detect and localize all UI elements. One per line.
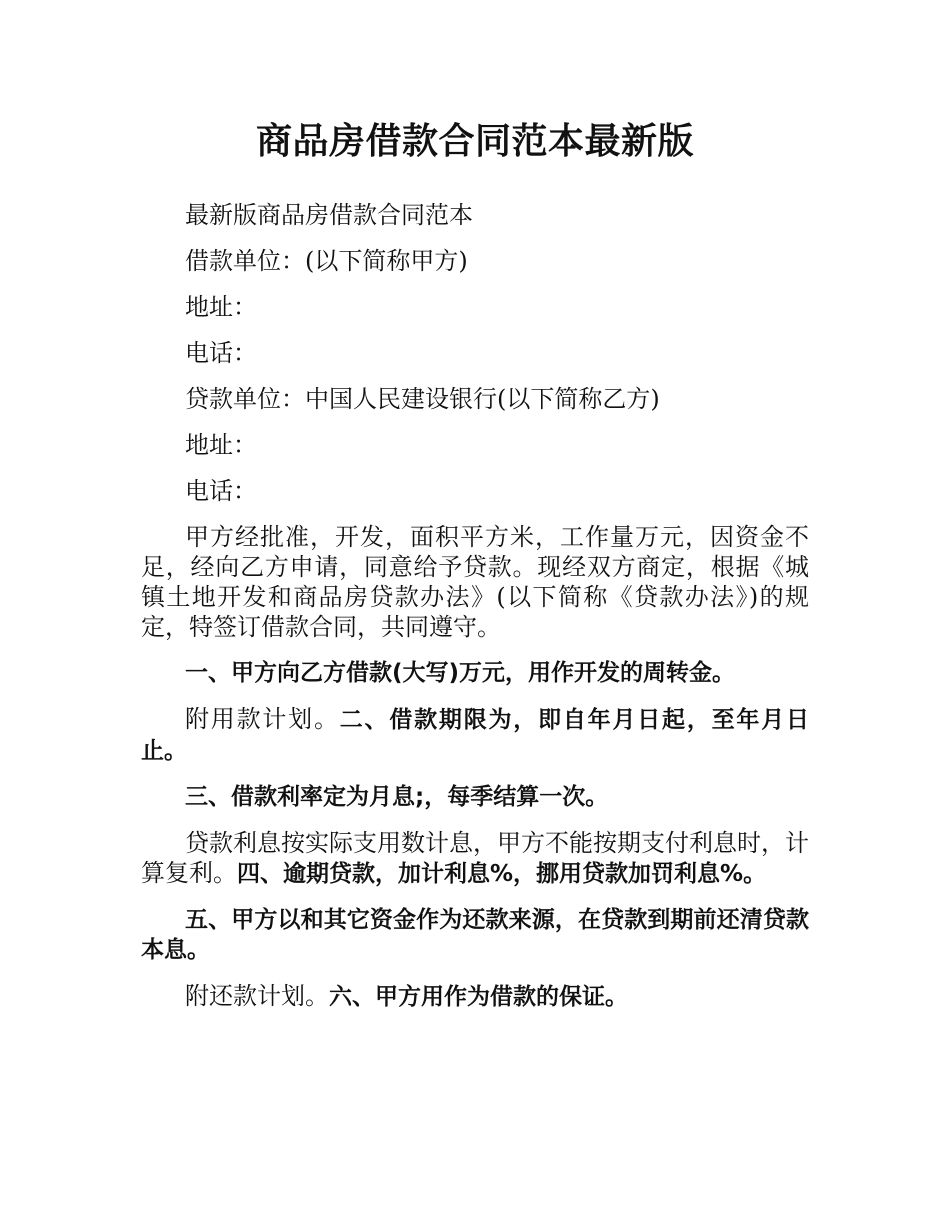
clause-3: 三、借款利率定为月息;，每季结算一次。 [185,784,609,810]
clause-1: 一、甲方向乙方借款(大写)万元，用作开发的周转金。 [185,660,736,686]
lender-phone: 电话： [185,477,257,505]
clause-4-paragraph [141,828,809,889]
clause-4: 四、逾期贷款，加计利息%，挪用贷款加罚利息%。 [237,861,767,887]
borrower-address: 地址： [185,293,257,321]
borrower-paragraph: 借款单位：(以下简称甲方) [185,247,468,275]
preamble-paragraph: 甲方经批准，开发，面积平方米，工作量万元，因资金不足，经向乙方申请，同意给予贷款。现经双方商定，根据《城镇土地开发和商品房贷款办法》(以下简称《贷款办法》)的规定，特签订借款合同，共同遵守。 [141,523,809,641]
clause-6-paragraph [141,981,809,1012]
subtitle-paragraph: 最新版商品房借款合同范本 [185,201,473,229]
lender-paragraph: 贷款单位：中国人民建设银行(以下简称乙方) [185,385,660,413]
clause-6: 六、甲方用作为借款的保证。 [329,984,628,1010]
repay-note: 附还款计划。 [185,982,329,1010]
clause-2: 二、借款期限为，即自年月日起，至年月日止。 [141,707,810,764]
document-title: 商品房借款合同范本最新版 [255,121,694,162]
document-body [141,200,809,1028]
clause-2-paragraph [141,704,809,766]
interest-note: 贷款利息按实际支用数计息，甲方不能按期支付利息时，计算复利。 [141,829,809,887]
clause-5: 五、甲方以和其它资金作为还款来源，在贷款到期前还清贷款本息。 [141,907,809,963]
borrower-phone: 电话： [185,339,257,367]
plan-note: 附用款计划。 [185,705,340,733]
lender-address: 地址： [185,431,257,459]
